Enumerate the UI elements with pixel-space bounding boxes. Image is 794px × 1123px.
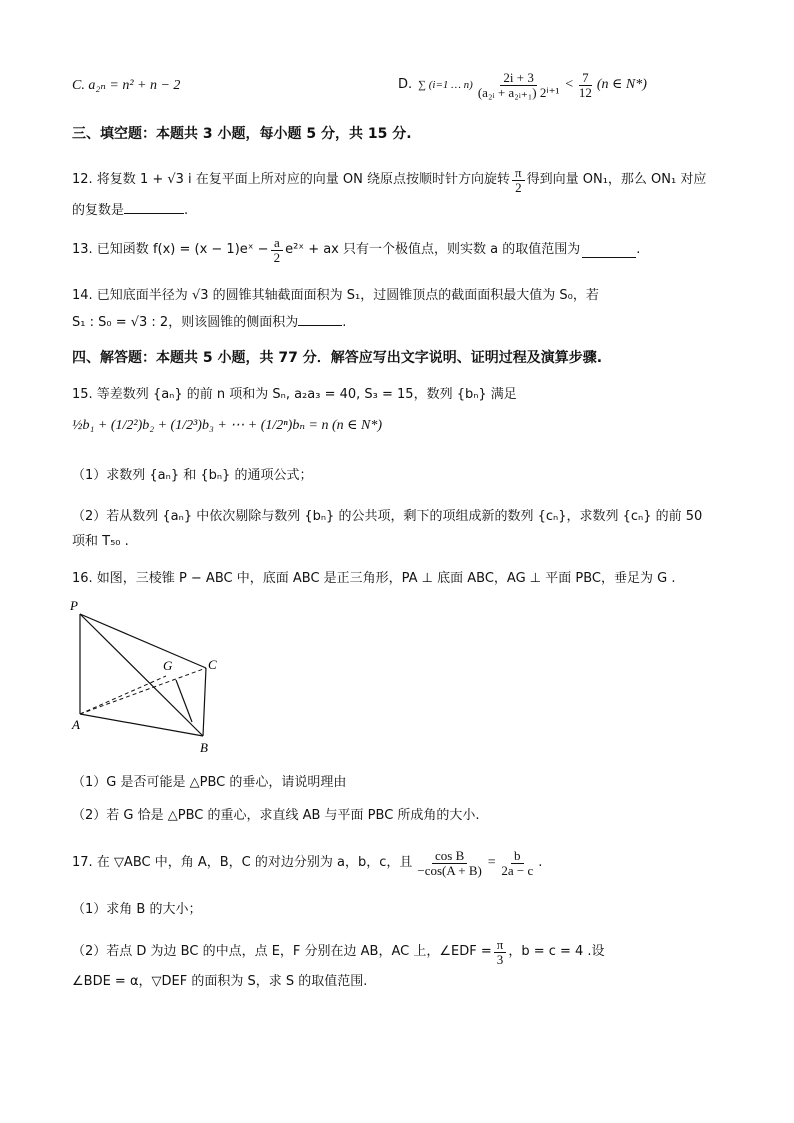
q12-two: 2 <box>515 179 522 195</box>
option-d-cond: (n ∈ N*) <box>596 77 647 92</box>
q12-text-a: 12. 将复数 1 + √3 i 在复平面上所对应的向量 ON 绕原点按顺时针方向旋转 <box>72 172 511 187</box>
question-16-part-1: （1）G 是否可能是 △PBC 的垂心，请说明理由 <box>72 775 347 790</box>
question-15-part-1: （1）求数列 {aₙ} 和 {bₙ} 的通项公式； <box>72 468 313 483</box>
q17-den-1: −cos(A + B) <box>417 862 482 878</box>
option-d-numerator: 2i + 3 <box>500 71 536 86</box>
label-p: P <box>70 598 78 613</box>
option-d-lt: < <box>564 77 574 92</box>
question-12-line-2: 的复数是 . <box>72 199 188 221</box>
q12-text-c: 的复数是 <box>72 203 125 218</box>
option-d <box>398 60 647 110</box>
q14-text-b: S₁ : S₀ = √3 : 2，则该圆锥的侧面积为 <box>72 315 299 330</box>
question-14-line-2: S₁ : S₀ = √3 : 2，则该圆锥的侧面积为 . <box>72 311 346 333</box>
q17-num-1: cos B <box>432 849 467 864</box>
question-14-line-1: 14. 已知底面半径为 √3 的圆锥其轴截面面积为 S₁，过圆锥顶点的截面面积最大值为 S₀，若 <box>72 288 599 303</box>
q17-2-text-a: （2）若点 D 为边 BC 的中点，点 E，F 分别在边 AB，AC 上，∠EDF = <box>72 944 492 959</box>
question-16: 16. 如图，三棱锥 P − ABC 中，底面 ABC 是正三角形，PA ⊥ 底面 ABC，AG ⊥ 平面 PBC，垂足为 G . <box>72 571 676 586</box>
label-c: C <box>208 657 217 672</box>
label-b: B <box>200 740 208 755</box>
option-d-denominator: (a₂ᵢ + a₂ᵢ₊₁) 2ⁱ⁺¹ <box>477 84 560 100</box>
question-17-part-2-line-1 <box>72 934 605 970</box>
q13-text-a: 13. 已知函数 f(x) = (x − 1)eˣ − <box>72 242 269 257</box>
q13-den: 2 <box>273 249 281 265</box>
question-17-part-2-line-2: ∠BDE = α，▽DEF 的面积为 S，求 S 的取值范围. <box>72 974 368 989</box>
question-15-part-2-line-2: 项和 T₅₀ . <box>72 534 129 549</box>
q13-answer-blank[interactable] <box>582 243 636 258</box>
q17-text-a: 17. 在 ▽ABC 中，角 A，B，C 的对边分别为 a，b，c，且 <box>72 855 413 870</box>
q14-answer-blank[interactable] <box>298 311 342 326</box>
option-c: C. a₂ₙ = n² + n − 2 <box>72 78 181 93</box>
question-17 <box>72 842 542 884</box>
q12-text-b: 得到向量 ON₁，那么 ON₁ 对应 <box>526 172 707 187</box>
q13-text-b: e²ˣ + ax 只有一个极值点，则实数 a 的取值范围为 <box>285 242 581 257</box>
q17-num-2: b <box>511 849 524 864</box>
question-12-line-1 <box>72 162 706 198</box>
section-4-heading: 四、解答题：本题共 5 小题，共 77 分．解答应写出文字说明、证明过程及演算步骤. <box>72 350 603 366</box>
q17-2-pi: π <box>494 938 507 953</box>
q12-pi: π <box>512 166 525 181</box>
q17-end: . <box>538 855 543 870</box>
q13-num: a <box>271 236 283 251</box>
q17-2-three: 3 <box>496 951 504 967</box>
section-3-heading: 三、填空题：本题共 3 小题，每小题 5 分，共 15 分. <box>72 126 412 142</box>
question-13: 13. 已知函数 f(x) = (x − 1)eˣ − $\frac{a}{2}$ e²ˣ + ax 只有一个极值点，则实数 a 的取值范围为 . <box>72 234 641 265</box>
label-g: G <box>163 658 173 673</box>
q12-answer-blank[interactable] <box>124 199 184 214</box>
pyramid-figure <box>68 596 228 756</box>
question-15-line-1: 15. 等差数列 {aₙ} 的前 n 项和为 Sₙ, a₂a₃ = 40, S₃ = 15，数列 {bₙ} 满足 <box>72 387 517 402</box>
q17-2-text-b: ，b = c = 4 .设 <box>508 944 605 959</box>
q17-den-2: 2a − c <box>501 862 534 878</box>
option-d-label: D. <box>398 77 413 92</box>
q17-eq: = <box>486 855 497 870</box>
option-d-sum: ∑ (i=1 … n) <box>418 79 473 91</box>
label-a: A <box>72 717 80 732</box>
question-15-part-2-line-1: （2）若从数列 {aₙ} 中依次剔除与数列 {bₙ} 的公共项，剩下的项组成新的数列 {cₙ}，求数列 {cₙ} 的前 50 <box>72 509 703 524</box>
question-17-part-1: （1）求角 B 的大小； <box>72 902 202 917</box>
question-16-part-2: （2）若 G 恰是 △PBC 的重心，求直线 AB 与平面 PBC 所成角的大小. <box>72 808 480 823</box>
question-15-line-2: ½b₁ + (1/2²)b₂ + (1/2³)b₃ + ⋯ + (1/2ⁿ)bₙ = n (n ∈ N*) <box>72 418 382 433</box>
option-d-frac-num: 7 <box>579 71 592 86</box>
option-d-frac-den: 12 <box>578 84 592 100</box>
